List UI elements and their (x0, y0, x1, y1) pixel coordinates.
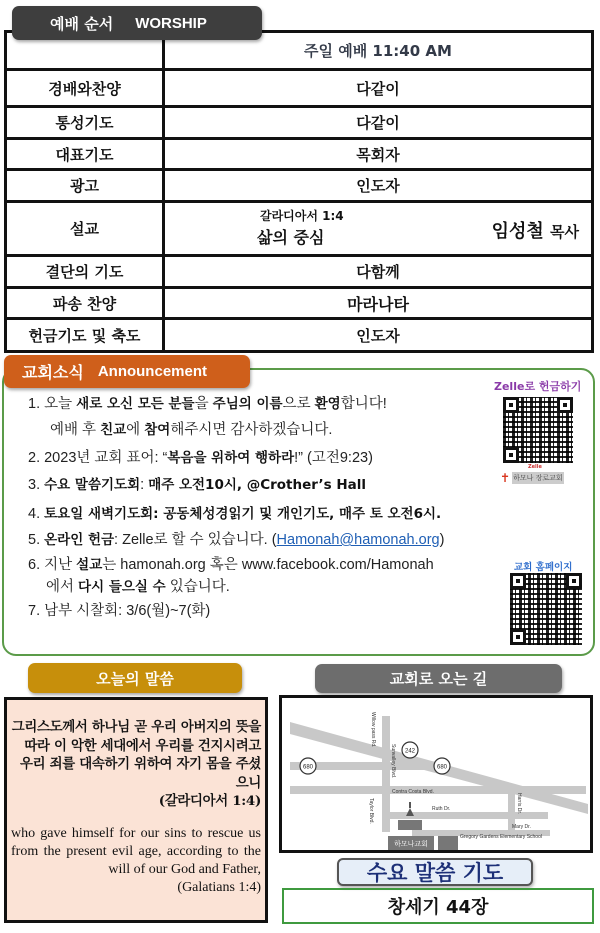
label-willow: Willow pass Rd. (370, 712, 376, 748)
announcement-item-1-cont: 예배 후 친교에 참여해주시면 감사하겠습니다. (50, 422, 333, 438)
verse-ko-ref: (갈라디아서 1:4) (158, 793, 261, 809)
announcement-header-ko: 교회소식 (22, 363, 84, 382)
announcement-item-4: 4. 토요일 새벽기도회: 공동체성경읽기 및 개인기도, 매주 토 오전6시. (28, 506, 442, 522)
cross-flame-icon: ✝ (500, 471, 511, 485)
announcement-item-3: 3. 수요 말씀기도회: 매주 오전10시, @Crother’s Hall (28, 477, 367, 493)
sermon-cell (164, 202, 593, 256)
order-item: 설교 (6, 202, 164, 256)
label-mary: Mary Dr. (512, 824, 531, 830)
order-leader: 인도자 (164, 170, 593, 202)
verse-en-ref: (Galatians 1:4) (177, 879, 261, 895)
label-school: Gregory Gardens Elementary School (460, 834, 542, 840)
highway-680-east: 680 (436, 764, 448, 771)
order-leader: 목회자 (164, 139, 593, 170)
order-item: 헌금기도 및 축도 (6, 319, 164, 352)
order-item: 파송 찬양 (6, 288, 164, 319)
verse-box (4, 697, 268, 923)
preacher: 임성철 목사 (491, 221, 579, 242)
table-row (6, 256, 593, 288)
service-time: 주일 예배 11:40 AM (164, 32, 593, 70)
label-sunvalley: Sunvalley Blvd. (390, 744, 396, 779)
table-row (6, 202, 593, 256)
sermon-scripture: 갈라디아서 1:4 (260, 209, 344, 223)
table-row (6, 319, 593, 352)
order-item: 대표기도 (6, 139, 164, 170)
highway-680-west: 680 (302, 764, 314, 771)
label-church: 하모나교회 (394, 841, 428, 848)
order-item: 통성기도 (6, 107, 164, 139)
announcement-item-6: 6. 지난 설교는 hamonah.org 혹은 www.facebook.com/Hamonah (28, 557, 434, 573)
homepage-qr-code[interactable] (510, 573, 582, 645)
table-row (6, 70, 593, 107)
worship-header-ko: 예배 순서 (50, 14, 114, 33)
order-item: 결단의 기도 (6, 256, 164, 288)
wednesday-scripture: 창세기 44장 (282, 888, 594, 924)
announcement-section-header (4, 355, 250, 388)
announcement-item-5: 5. 온라인 헌금: Zelle로 할 수 있습니다. (Hamonah@hamonah.org) (28, 532, 445, 548)
announcement-item-6-cont: 에서 다시 들으실 수 있습니다. (46, 579, 230, 595)
road-contra-costa (290, 786, 586, 794)
worship-section-header (12, 6, 262, 40)
table-row (6, 139, 593, 170)
order-leader: 인도자 (164, 319, 593, 352)
church-logo: ✝ 하모나 장로교회 (500, 471, 563, 485)
label-taylor: Taylor Blvd. (368, 798, 374, 824)
order-leader: 마라나타 (164, 288, 593, 319)
zelle-qr-code[interactable] (503, 397, 573, 463)
worship-order-table (4, 30, 594, 353)
announcement-item-1: 1. 오늘 새로 오신 모든 분들을 주님의 이름으로 환영합니다! (28, 396, 387, 412)
wednesday-prayer-title: 수요 말씀 기도 (337, 858, 533, 886)
directions-section-header: 교회로 오는 길 (315, 664, 562, 693)
announcement-item-2: 2. 2023년 교회 표어: “복음을 위하여 행하라!” (고전9:23) (28, 450, 373, 466)
sermon-title: 삶의 중심 (257, 228, 325, 247)
verse-ko: 그리스도께서 하나님 곧 우리 아버지의 뜻을 따라 이 악한 세대에서 우리를 건지시려고 우리 죄를 대속하기 위하여 자기 몸을 주셨으니 (11, 719, 261, 791)
announcement-header-en: Announcement (97, 363, 207, 380)
label-harris: Harris Dr. (516, 793, 522, 815)
highway-242: 242 (404, 748, 416, 755)
announcement-item-7: 7. 남부 시찰회: 3/6(월)~7(화) (28, 603, 211, 619)
verse-section-header: 오늘의 말씀 (28, 663, 242, 693)
church-map[interactable] (279, 695, 593, 853)
worship-header-en: WORSHIP (135, 14, 207, 32)
zelle-label: Zelle로 헌금하기 (494, 380, 582, 393)
label-contra-costa: Contra Costa Blvd. (392, 789, 434, 795)
email-link[interactable]: Hamonah@hamonah.org (276, 532, 440, 548)
verse-en: who gave himself for our sins to rescue us from the present evil age, according to the will of our God and Father, (11, 825, 261, 877)
order-leader: 다같이 (164, 70, 593, 107)
table-row (6, 107, 593, 139)
table-row (6, 288, 593, 319)
homepage-label: 교회 홈페이지 (512, 559, 572, 573)
label-ruth: Ruth Dr. (432, 806, 451, 812)
order-item: 경배와찬양 (6, 70, 164, 107)
zelle-caption: Zelle (528, 464, 542, 470)
order-leader: 다같이 (164, 107, 593, 139)
order-leader: 다함께 (164, 256, 593, 288)
map-drawing (282, 698, 590, 850)
table-row (6, 170, 593, 202)
order-item: 광고 (6, 170, 164, 202)
